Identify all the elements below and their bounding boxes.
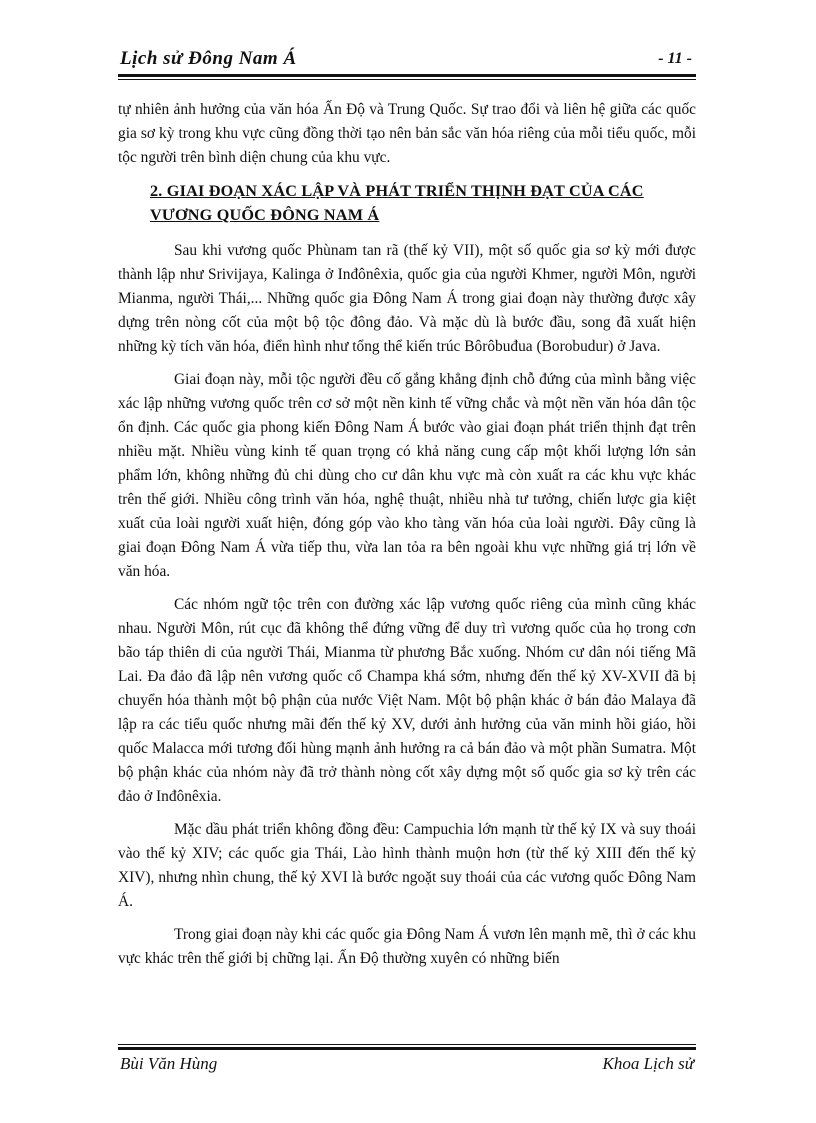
- section-heading: 2. GIAI ĐOẠN XÁC LẬP VÀ PHÁT TRIỂN THỊNH ĐẠT CỦA CÁC VƯƠNG QUỐC ĐÔNG NAM Á: [150, 182, 644, 224]
- paragraph: Sau khi vương quốc Phùnam tan rã (thế kỷ VII), một số quốc gia sơ kỳ mới được thành lập như Srivijaya, Kalinga ở Inđônêxia, quốc gia của người Khmer, người Môn, người Mianma, người Thái,... Những quốc gia Đông Nam Á trong giai đoạn này thường được xây dựng trên nòng cốt của một bộ tộc đông đảo. Và mặc dù là bước đầu, song đã xuất hiện những kỳ tích văn hóa, điển hình như tổng thể kiến trúc Bôrôbuđua (Borobudur) ở Java.: [118, 242, 696, 355]
- page-header: [118, 46, 698, 76]
- paragraph: Giai đoạn này, mỗi tộc người đều cố gắng khẳng định chỗ đứng của mình bằng việc xác lập những vương quốc trên cơ sở một nền kinh tế vững chắc và một nền văn hóa dân tộc ổn định. Các quốc gia phong kiến Đông Nam Á bước vào giai đoạn phát triển thịnh đạt trên nhiều mặt. Nhiều vùng kinh tế quan trọng có khả năng cung cấp một khối lượng lớn sản phẩm lớn, không những đủ chi dùng cho cư dân khu vực mà còn xuất ra các khu vực khác trên thế giới. Nhiều công trình văn hóa, nghệ thuật, nhiều nhà tư tưởng, chiến lược gia kiệt xuất của loài người xuất hiện, đóng góp vào kho tàng văn hóa của loài người. Đây cũng là giai đoạn Đông Nam Á vừa tiếp thu, vừa lan tỏa ra bên ngoài khu vực những giá trị lớn về văn hóa.: [118, 371, 696, 580]
- page-body: [118, 98, 696, 980]
- paragraph-continued: tự nhiên ảnh hưởng của văn hóa Ấn Độ và Trung Quốc. Sự trao đổi và liên hệ giữa các quốc gia sơ kỳ trong khu vực cũng đồng thời tạo nên bản sắc văn hóa riêng của mỗi tiểu quốc, mỗi tộc người trên bình diện chung của khu vực.: [118, 101, 696, 166]
- paragraph: Mặc dầu phát triển không đồng đều: Campuchia lớn mạnh từ thế kỷ IX và suy thoái vào thế kỷ XIV; các quốc gia Thái, Lào hình thành muộn hơn (từ thế kỷ XIII đến thế kỷ XIV), nhưng nhìn chung, thế kỷ XVI là bước ngoặt suy thoái của các vương quốc Đông Nam Á.: [118, 821, 696, 910]
- page-number: - 11 -: [658, 50, 692, 67]
- footer-department: Khoa Lịch sử: [602, 1054, 694, 1073]
- footer-author: Bùi Văn Hùng: [120, 1054, 218, 1073]
- paragraph: Trong giai đoạn này khi các quốc gia Đông Nam Á vươn lên mạnh mẽ, thì ở các khu vực khác trên thế giới bị chững lại. Ấn Độ thường xuyên có những biến: [118, 926, 696, 967]
- footer-divider: [118, 1044, 696, 1050]
- header-title: Lịch sử Đông Nam Á: [120, 48, 297, 69]
- paragraph: Các nhóm ngữ tộc trên con đường xác lập vương quốc riêng của mình cũng khác nhau. Người Môn, rút cục đã không thể đứng vững để duy trì vương quốc của họ trong cơn bão táp thiên di của người Thái, Mianma từ phương Bắc xuống. Nhóm cư dân nói tiếng Mã Lai. Đa đảo đã lập nên vương quốc cổ Champa khá sớm, nhưng đến thế kỷ XV-XVII đã bị chuyển hóa thành một bộ phận của nước Việt Nam. Một bộ phận khác ở bán đảo Malaya đã lập ra các tiểu quốc nhưng mãi đến thế kỷ XV, dưới ảnh hưởng của văn minh hồi giáo, hồi quốc Malacca mới tương đối hùng mạnh ảnh hưởng ra cả bán đảo và một phần Sumatra. Một bộ phận khác của nhóm này đã trở thành nòng cốt xây dựng một số quốc gia sơ kỳ trên các đảo ở Inđônêxia.: [118, 596, 696, 805]
- header-divider: [118, 74, 696, 80]
